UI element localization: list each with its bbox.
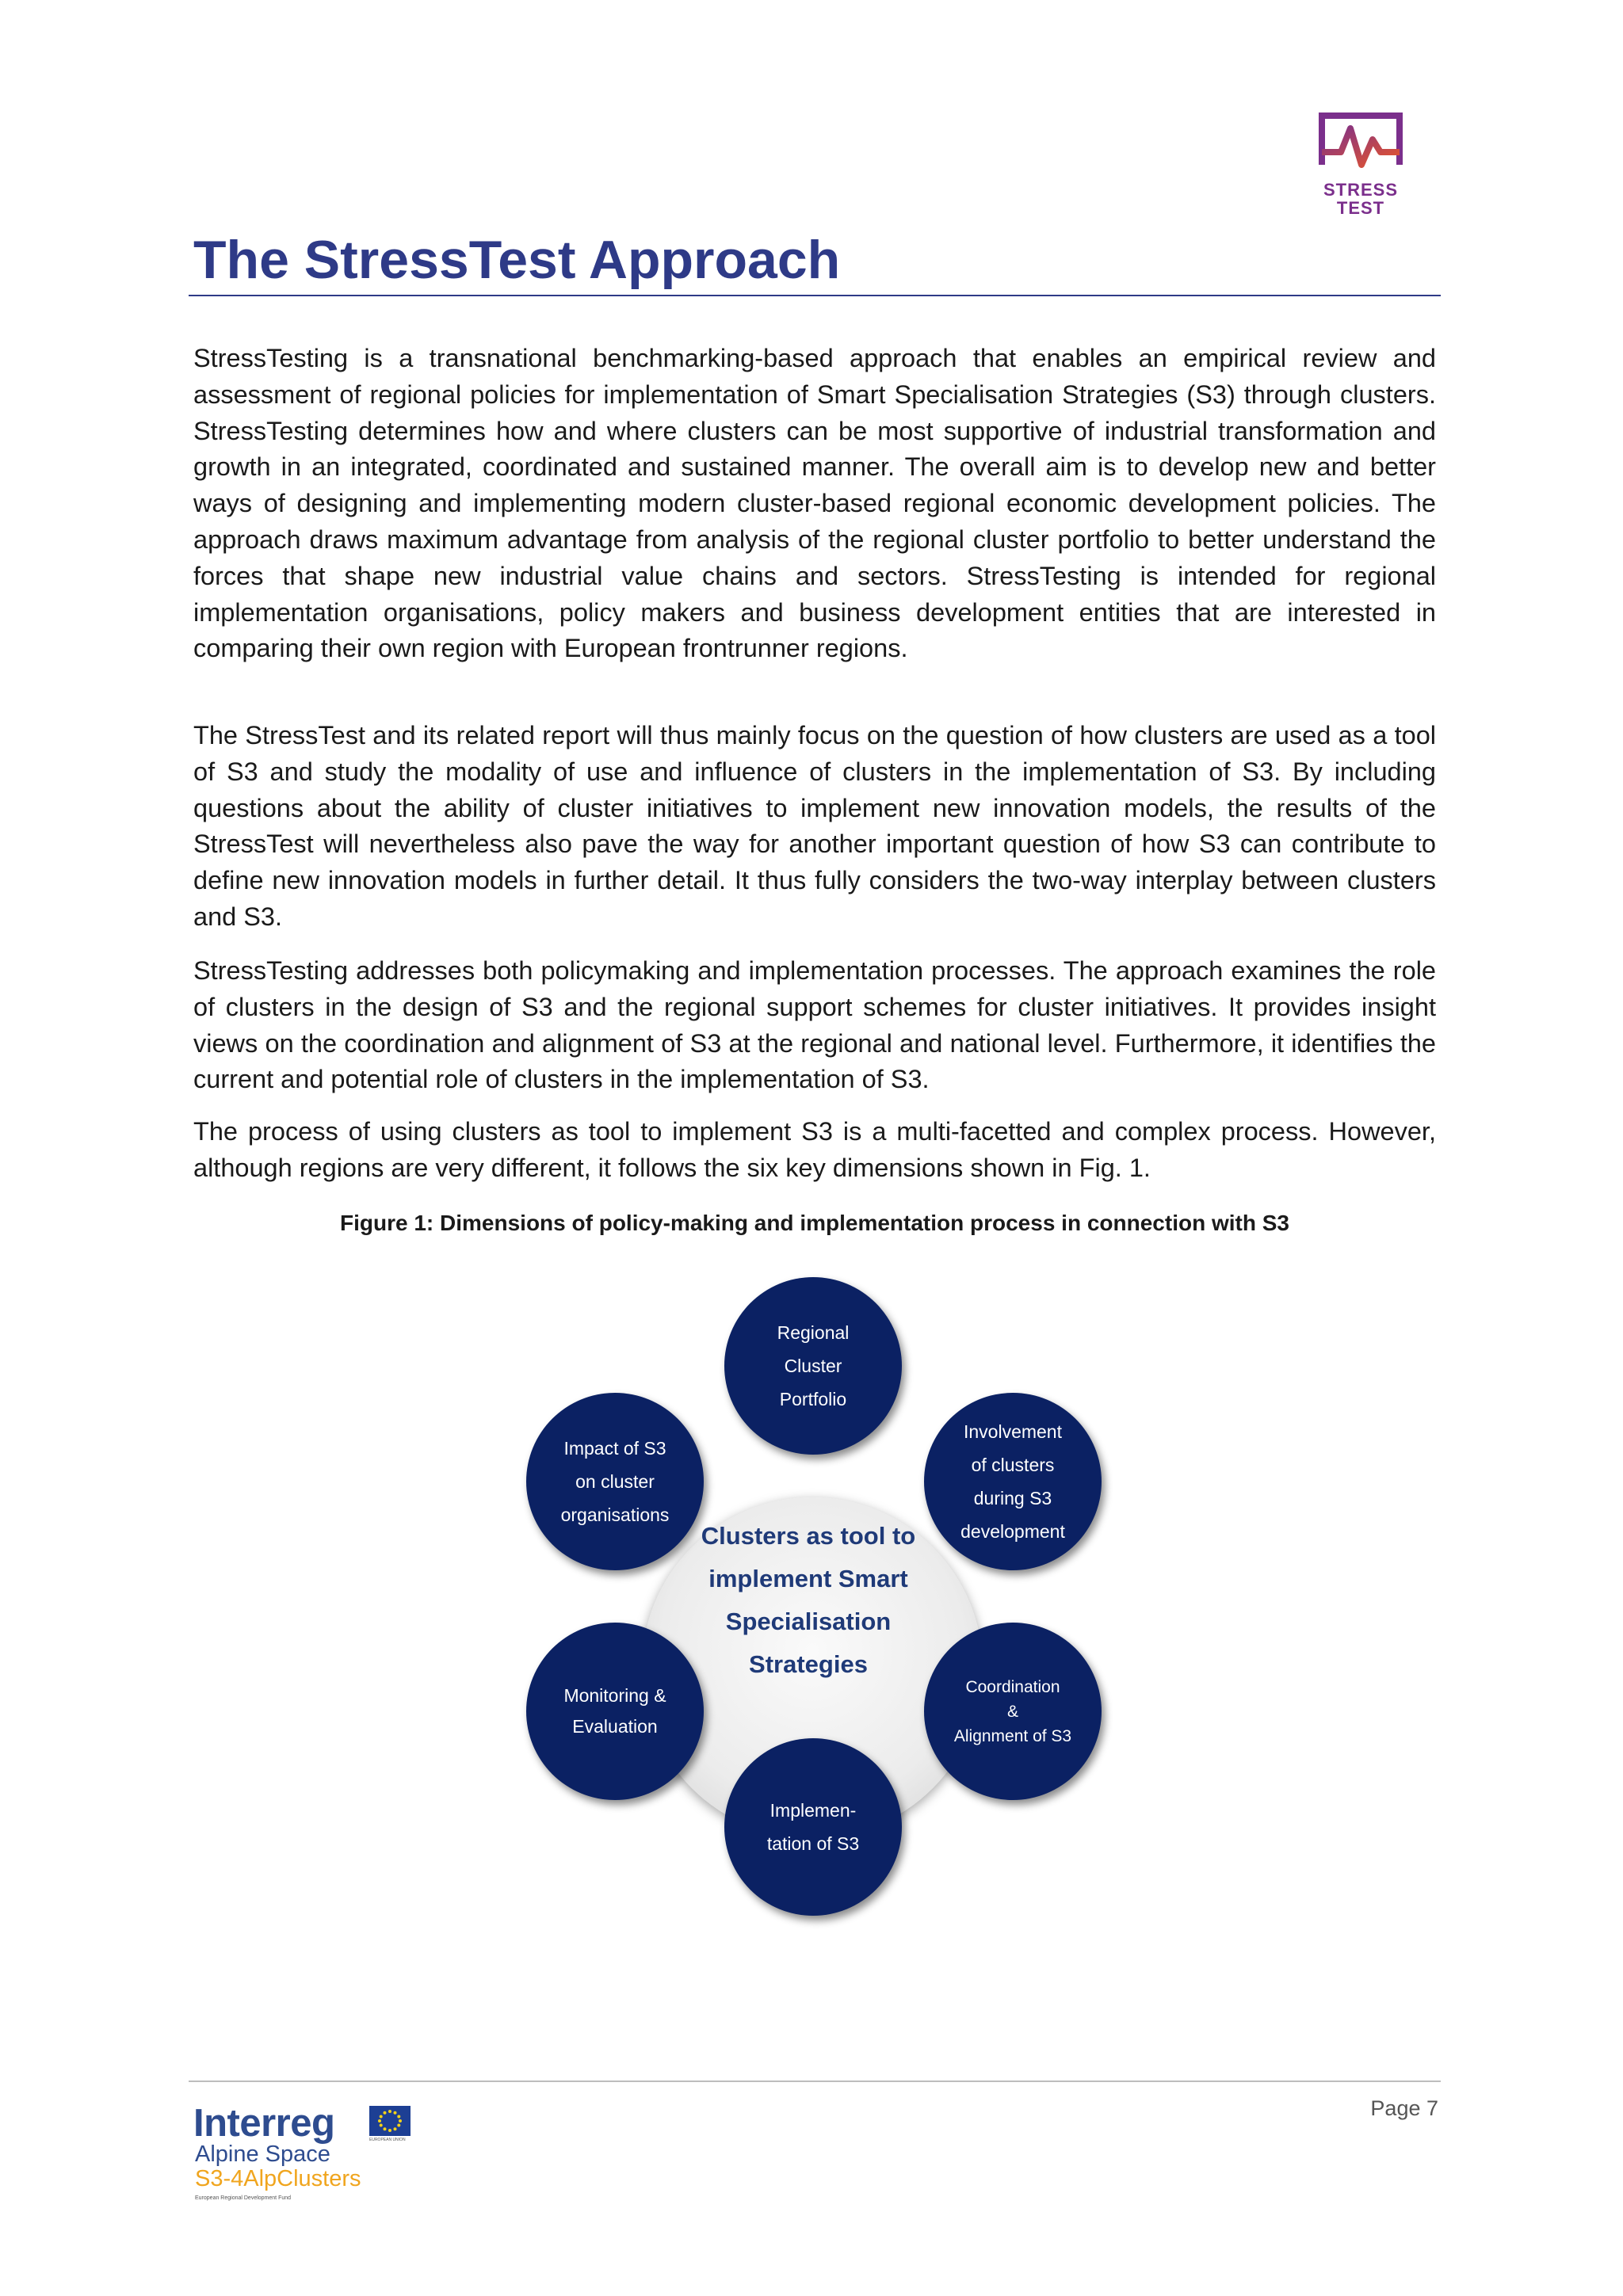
node-regional-cluster-portfolio: Regional Cluster Portfolio — [724, 1277, 902, 1455]
project-name: S3-4AlpClusters — [195, 2166, 361, 2191]
node-implementation-of-s3: Implemen- tation of S3 — [724, 1738, 902, 1916]
body-paragraph: StressTesting is a transnational benchmarking-based approach that enables an empirical review and assessment of regional policies for implementation of Smart Specialisation Strategies (S3) through clusters. StressTesting determines how and where clusters can be most supportive of industrial transformation and growth in an integrated, coordinated and sustained manner. The overall aim is to develop new and better ways of designing and implementing modern cluster-based regional economic development policies. The approach draws maximum advantage from analysis of the regional cluster portfolio to better understand the forces that shape new industrial value chains and sectors. StressTesting is intended for regional implementation organisations, policy makers and business development entities that are interested in comparing their own region with European frontrunner regions. — [193, 344, 1436, 663]
page-title: The StressTest Approach — [193, 230, 841, 290]
eu-flag-icon — [369, 2106, 411, 2136]
node-coordination-alignment: Coordination & Alignment of S3 — [924, 1623, 1102, 1800]
figure-caption: Figure 1: Dimensions of policy-making and implementation process in connection with S3 — [340, 1211, 1289, 1235]
eu-label: EUROPEAN UNION — [369, 2138, 406, 2142]
stresstest-logo — [1285, 97, 1436, 228]
page-number: Page 7 — [1370, 2096, 1438, 2120]
body-paragraph: The StressTest and its related report will thus mainly focus on the question of how clusters are used as a tool of S3 and study the modality of use and influence of clusters in the implementation of S3. By including questions about the ability of cluster initiatives to implement new innovation models, the results of the StressTest will nevertheless also pave the way for another important question of how S3 can contribute to define new innovation models in further detail. It thus fully considers the two-way interplay between clusters and S3. — [193, 721, 1436, 931]
center-label: Clusters as tool to implement Smart Specialisation Strategies — [701, 1522, 916, 1678]
body-paragraph: StressTesting addresses both policymaking and implementation processes. The approach examines the role of clusters in the design of S3 and the regional support schemes for cluster initiatives. It provides insight views on the coordination and alignment of S3 at the regional and national level. Furthermore, it identifies the current and potential role of clusters in the implementation of S3. — [193, 956, 1436, 1094]
fund-label: European Regional Development Fund — [195, 2195, 292, 2201]
node-impact-of-s3: Impact of S3 on cluster organisations — [526, 1393, 704, 1570]
programme-name: Alpine Space — [195, 2142, 330, 2167]
node-monitoring-evaluation: Monitoring & Evaluation — [526, 1623, 704, 1800]
footer-divider — [189, 2081, 1441, 2082]
stresstest-logo-text: STRESS TEST — [1323, 180, 1399, 218]
interreg-wordmark: Interreg — [193, 2102, 335, 2145]
title-divider — [189, 295, 1441, 296]
stresstest-logo-icon — [1317, 109, 1404, 177]
body-paragraph: The process of using clusters as tool to implement S3 is a multi-facetted and complex process. However, although regions are very different, it follows the six key dimensions shown in Fig. 1. — [193, 1117, 1436, 1182]
s3-dimensions-diagram — [507, 1260, 1125, 1933]
node-involvement-of-clusters: Involvement of clusters during S3 development — [924, 1393, 1102, 1570]
interreg-logo — [193, 2103, 423, 2209]
